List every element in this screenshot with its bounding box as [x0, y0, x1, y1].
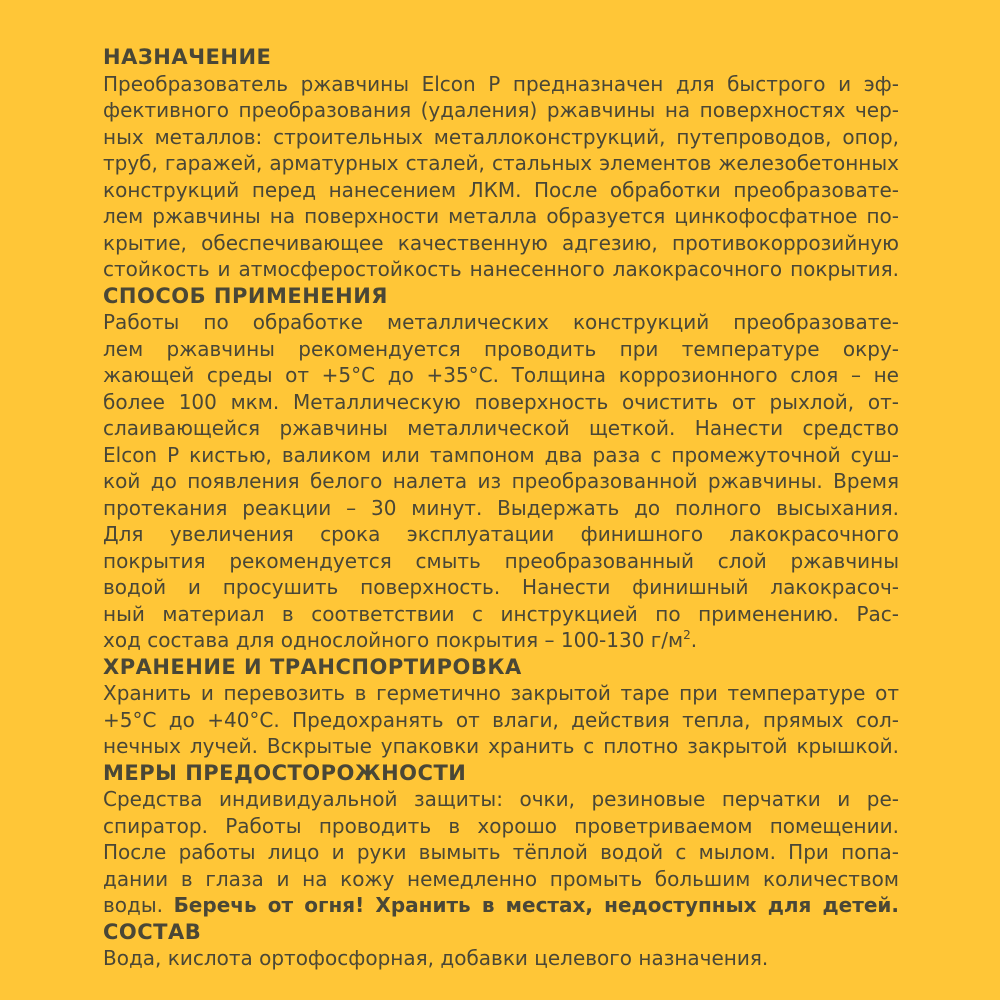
text-line: Работы по обработке металлических конструкций преобразовате-	[103, 310, 899, 334]
section-heading: ХРАНЕНИЕ И ТРАНСПОРТИРОВКА	[103, 654, 522, 679]
section-heading: НАЗНАЧЕНИЕ	[103, 45, 272, 69]
section-heading: СОСТАВ	[103, 919, 202, 944]
section-composition	[103, 919, 899, 972]
text-line	[103, 627, 899, 654]
text-line: После работы лицо и руки вымыть тёплой водой с мылом. При попа-	[103, 840, 899, 864]
text-line: ный материал в соответствии с инструкцией по применению. Рас-	[103, 601, 899, 626]
text-line: +5°С до +40°С. Предохранять от влаги, действия тепла, прямых сол-	[103, 707, 899, 732]
section-heading: МЕРЫ ПРЕДОСТОРОЖНОСТИ	[103, 760, 467, 785]
text-line: слаивающейся ржавчины металлической щеткой. Нанести средство	[103, 416, 899, 440]
text-line	[103, 892, 899, 919]
text-line: конструкций перед нанесением ЛКМ. После обработки преобразовате-	[103, 177, 899, 202]
text-line: водой и просушить поверхность. Нанести финишный лакокрасоч-	[103, 575, 899, 599]
period: .	[690, 628, 698, 652]
text-line: Преобразователь ржавчины Elcon P предназначен для быстрого и эф-	[103, 71, 899, 96]
section-precautions	[103, 760, 899, 919]
text-line: спиратор. Работы проводить в хорошо проветриваемом помещении.	[103, 813, 899, 838]
section-body	[103, 309, 899, 654]
section-application	[103, 283, 899, 654]
text-line: Средства индивидуальной защиты: очки, резиновые перчатки и ре-	[103, 787, 899, 811]
section-body	[103, 71, 899, 283]
warning-bold: Беречь от огня! Хранить в местах, недоступных для детей.	[173, 893, 899, 917]
text-line: лем ржавчины на поверхности металла образуется цинкофосфатное по-	[103, 204, 899, 228]
text-line: нечных лучей. Вскрытые упаковки хранить с плотно закрытой крышкой.	[103, 734, 899, 758]
text-line: кой до появления белого налета из преобразованной ржавчины. Время	[103, 469, 899, 493]
section-body	[103, 945, 899, 972]
text-line: жающей среды от +5°С до +35°С. Толщина коррозионного слоя – не	[103, 363, 899, 387]
text-line: ных металлов: строительных металлоконструкций, путепроводов, опор,	[103, 124, 899, 149]
section-heading: СПОСОБ ПРИМЕНЕНИЯ	[103, 283, 388, 308]
text-line: стойкость и атмосферостойкость нанесенного лакокрасочного покрытия.	[103, 257, 899, 281]
text-line: более 100 мкм. Металлическую поверхность очистить от рыхлой, от-	[103, 389, 899, 414]
text-line: лем ржавчины рекомендуется проводить при температуре окру-	[103, 336, 899, 361]
text-line: протекания реакции – 30 минут. Выдержать до полного высыхания.	[103, 495, 899, 520]
document-page	[103, 44, 899, 972]
text-line: покрытия рекомендуется смыть преобразованный слой ржавчины	[103, 548, 899, 573]
text-line: Хранить и перевозить в герметично закрытой таре при температуре от	[103, 681, 899, 705]
text-line: крытие, обеспечивающее качественную адгезию, противокоррозийную	[103, 230, 899, 255]
text-line: дании в глаза и на кожу немедленно промыть большим количеством	[103, 866, 899, 891]
text-line: Elcon P кистью, валиком или тампоном два раза с промежуточной суш-	[103, 442, 899, 467]
text-line: Для увеличения срока эксплуатации финишного лакокрасочного	[103, 522, 899, 546]
text-line: Вода, кислота ортофосфорная, добавки целевого назначения.	[103, 946, 769, 970]
section-body	[103, 786, 899, 919]
warning-prefix: воды.	[103, 893, 174, 917]
section-storage	[103, 654, 899, 760]
consumption-text: ход состава для однослойного покрытия – 100-130 г/м	[103, 628, 684, 652]
superscript: 2	[683, 628, 691, 642]
text-line: труб, гаражей, арматурных сталей, стальных элементов железобетонных	[103, 151, 899, 175]
text-line: фективного преобразования (удаления) ржавчины на поверхностях чер-	[103, 98, 899, 122]
section-body	[103, 680, 899, 760]
section-purpose	[103, 44, 899, 283]
